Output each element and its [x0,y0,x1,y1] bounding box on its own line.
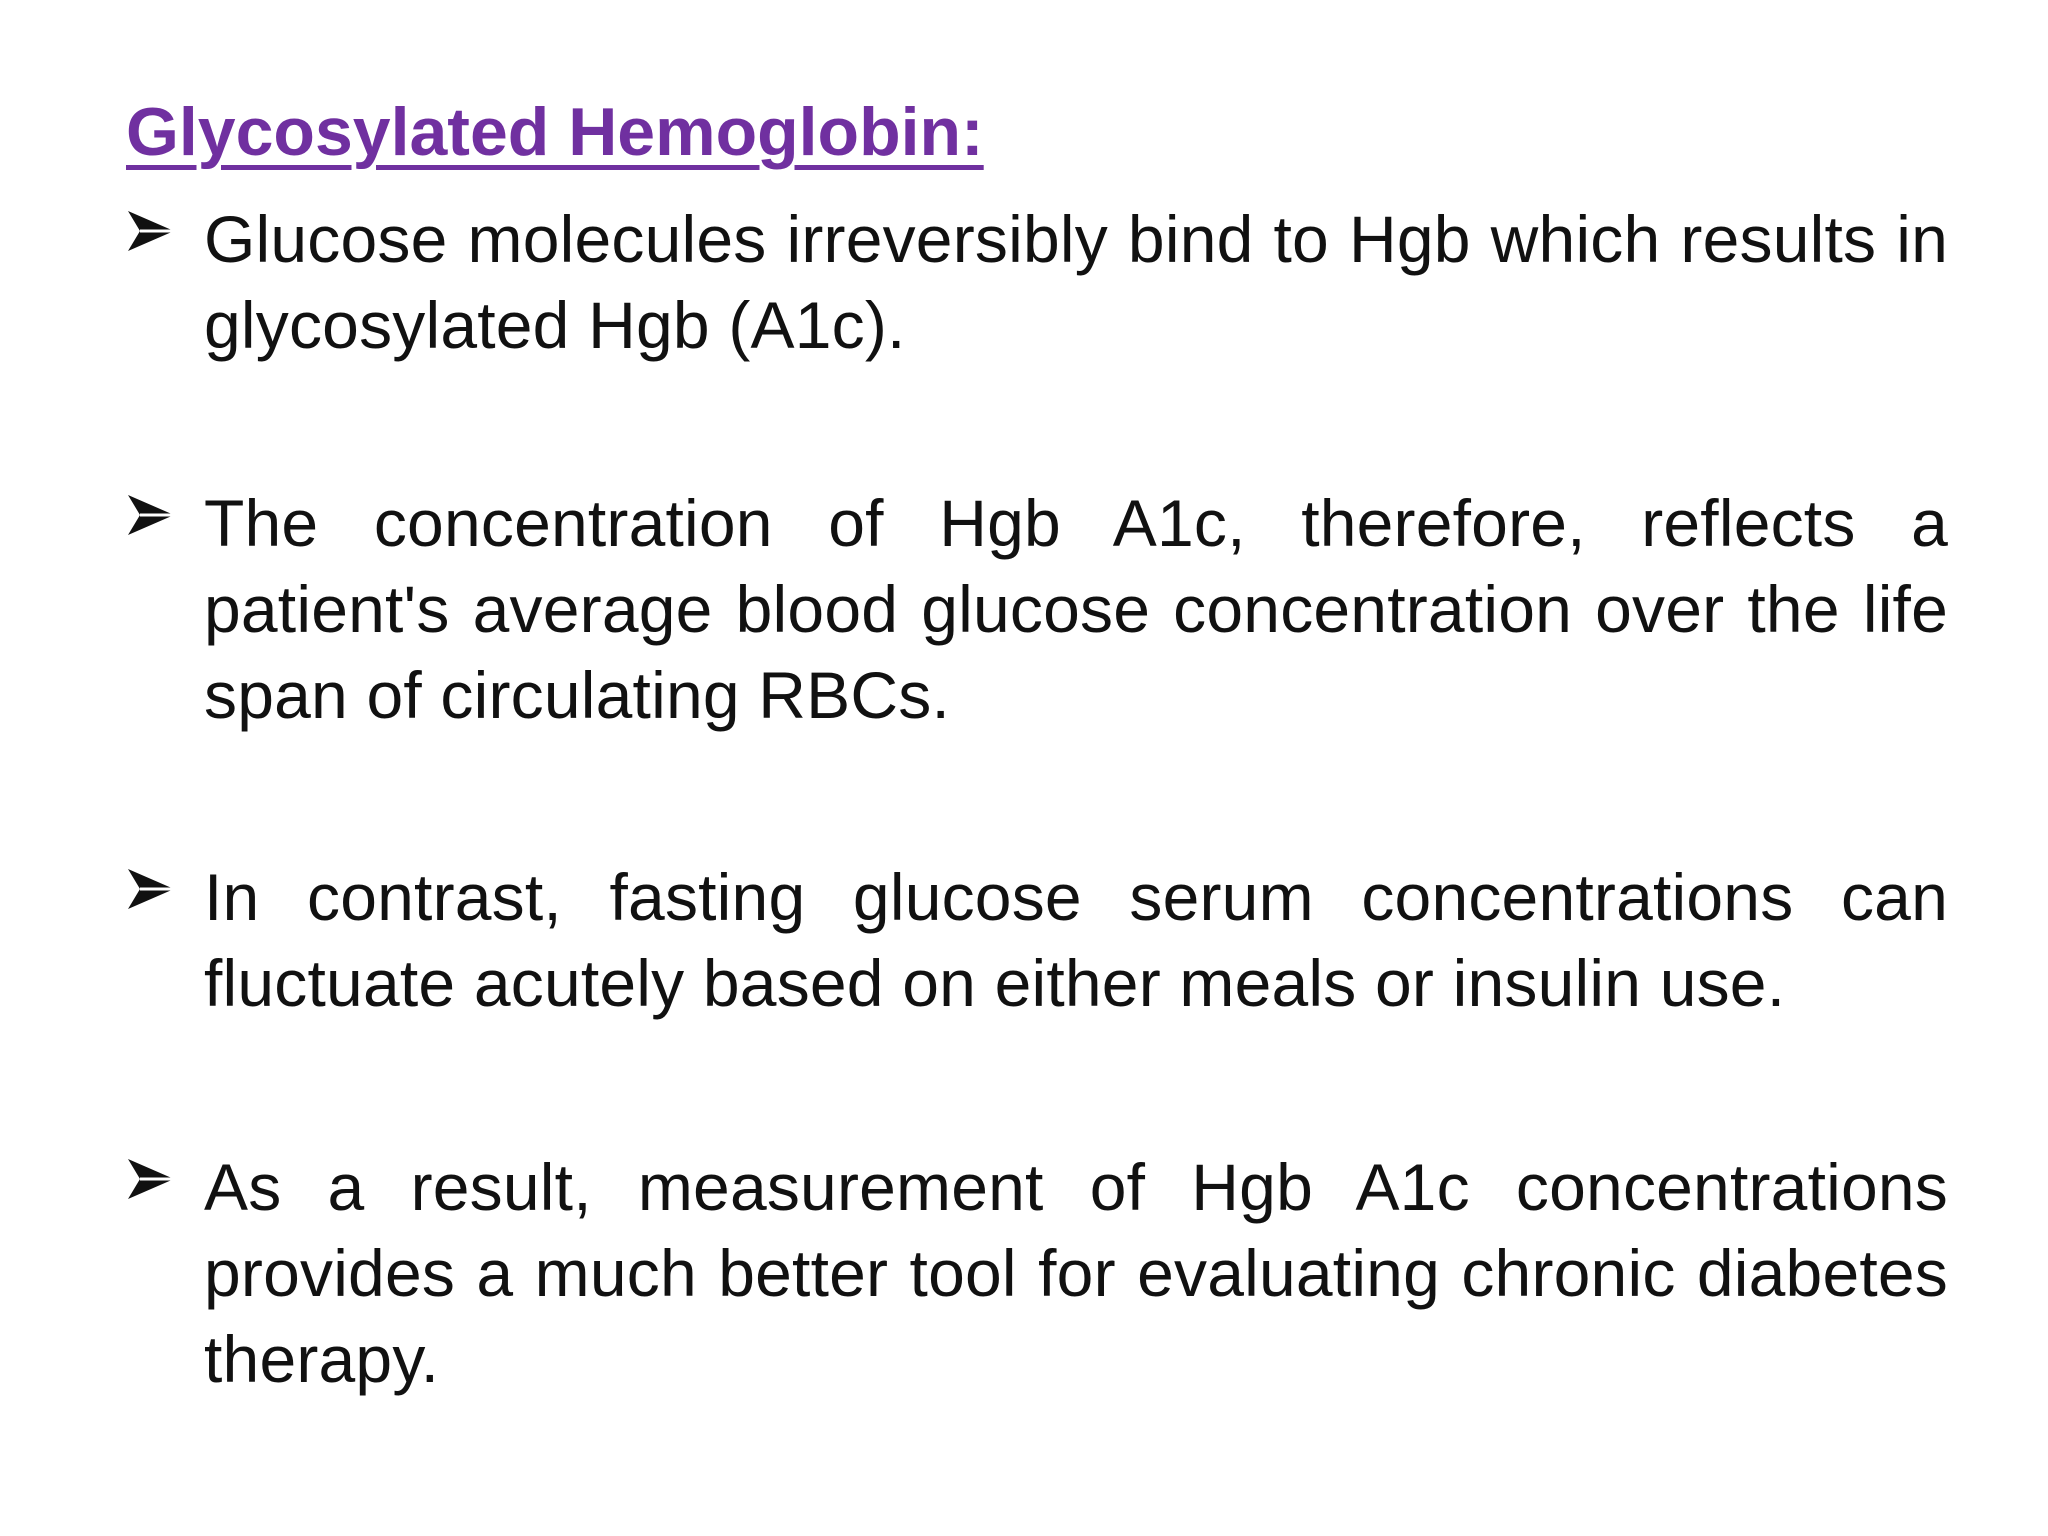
arrowhead-bullet-icon [126,854,204,924]
arrowhead-bullet-icon [126,196,204,266]
bullet-item [126,196,1948,368]
bullet-text: Glucose molecules irreversibly bind to Hgb which results in glycosylated Hgb (A1c). [204,202,1948,362]
bullet-text: In contrast, fasting glucose serum concentrations can fluctuate acutely based on either meals or insulin use. [204,860,1948,1020]
bullet-item [126,854,1948,1026]
bullet-item [126,1144,1948,1402]
arrowhead-bullet-icon [126,1144,204,1214]
bullet-text: As a result, measurement of Hgb A1c concentrations provides a much better tool for evaluating chronic diabetes therapy. [204,1150,1948,1396]
arrowhead-bullet-icon [126,480,204,550]
bullet-text: The concentration of Hgb A1c, therefore, reflects a patient's average blood glucose concentration over the life span of circulating RBCs. [204,486,1948,732]
bullet-item [126,480,1948,738]
slide-title: Glycosylated Hemoglobin: [126,94,984,170]
